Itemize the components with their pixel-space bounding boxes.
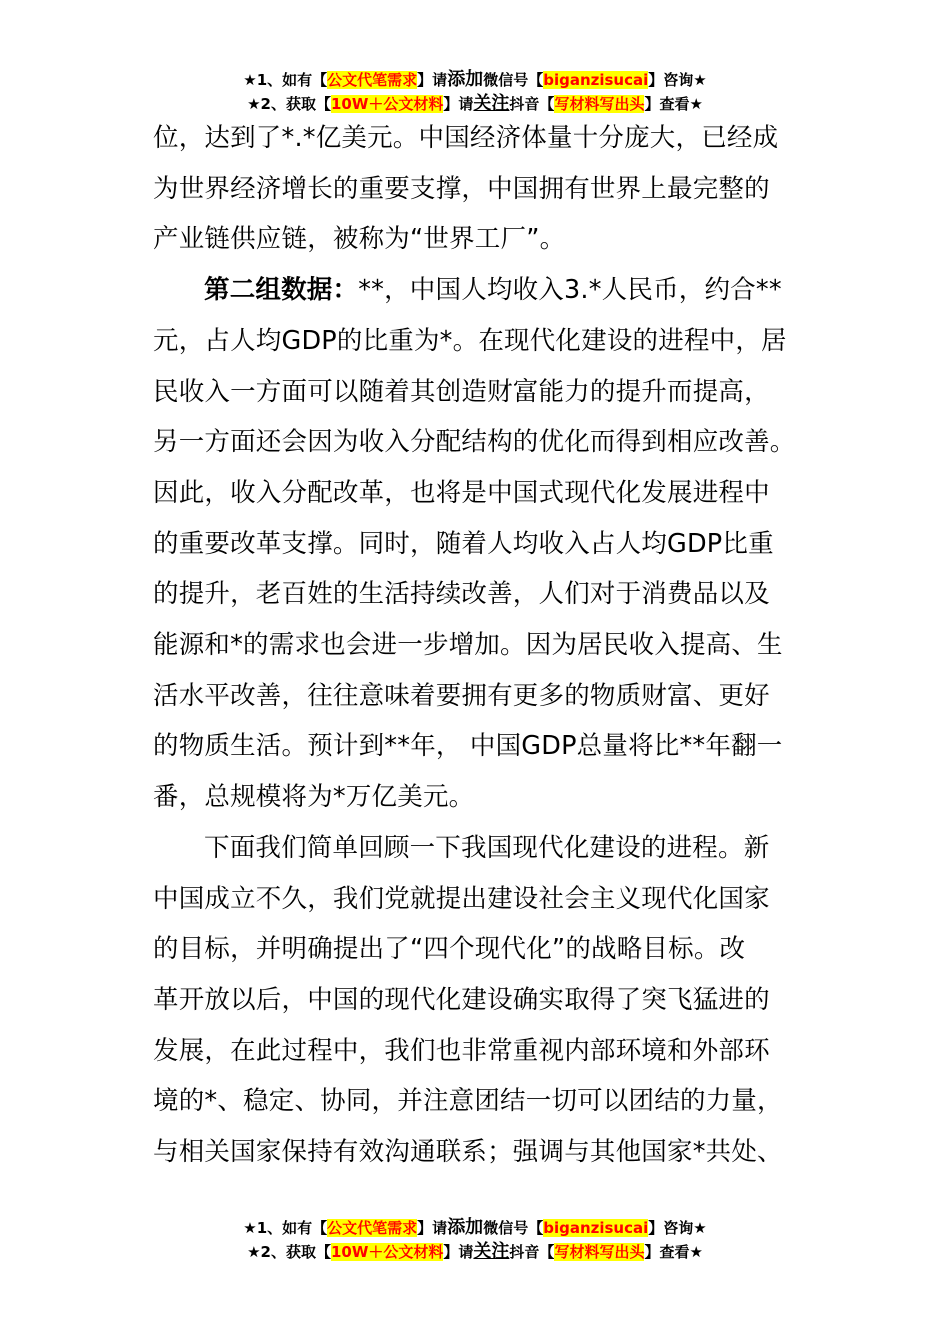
text-line: 下面我们简单回顾一下我国现代化建设的进程。新 xyxy=(204,832,770,863)
banner-text: ★1、如有【 xyxy=(243,71,328,89)
banner-highlight: 10W＋公文材料 xyxy=(330,1243,444,1261)
banner-text: 抖音【 xyxy=(509,95,555,113)
banner-text: 】咨询★ xyxy=(648,71,707,89)
section-label: 第二组数据： xyxy=(204,275,359,306)
text-line: 发展，在此过程中，我们也非常重视内部环境和外部环 xyxy=(153,1035,770,1066)
banner-text: ★1、如有【 xyxy=(243,1219,328,1237)
banner-highlight: 公文代笔需求 xyxy=(327,1219,418,1237)
text-line: 的提升，老百姓的生活持续改善，人们对于消费品以及 xyxy=(153,579,770,610)
banner-wechat-id: biganzisucai xyxy=(543,71,649,89)
text-line: 产业链供应链，被称为“世界工厂”。 xyxy=(153,224,566,255)
banner-highlight: 公文代笔需求 xyxy=(327,71,418,89)
banner-text: 】查看★ xyxy=(644,95,703,113)
banner-text: 】请 xyxy=(417,1219,448,1237)
banner-text: 微信号【 xyxy=(483,1219,544,1237)
banner-emphasis: 添加 xyxy=(447,69,484,90)
banner-text: 】查看★ xyxy=(644,1243,703,1261)
banner-douyin-id: 写材料写出头 xyxy=(554,95,645,113)
paragraph-3 xyxy=(153,823,813,1178)
banner-highlight: 10W＋公文材料 xyxy=(330,95,444,113)
text-line: 为世界经济增长的重要支撑，中国拥有世界上最完整的 xyxy=(153,173,770,204)
banner-douyin-id: 写材料写出头 xyxy=(554,1243,645,1261)
text-line xyxy=(153,265,813,316)
banner-text: 】请 xyxy=(417,71,448,89)
text-line: 民收入一方面可以随着其创造财富能力的提升而提高， xyxy=(153,376,770,407)
text-line: 的目标，并明确提出了“四个现代化”的战略目标。改 xyxy=(153,934,746,965)
banner-text: 抖音【 xyxy=(509,1243,555,1261)
banner-text: 】请 xyxy=(443,95,474,113)
text-span: **，中国人均收入3.*人民币，约合** xyxy=(358,275,782,306)
text-line: 另一方面还会因为收入分配结构的优化而得到相应改善。 xyxy=(153,427,796,458)
text-line: 能源和*的需求也会进一步增加。因为居民收入提高、生 xyxy=(153,630,783,661)
text-line: 因此，收入分配改革，也将是中国式现代化发展进程中 xyxy=(153,477,770,508)
footer-banner xyxy=(0,1216,950,1264)
text-line: 位，达到了*.*亿美元。中国经济体量十分庞大，已经成 xyxy=(153,123,779,153)
text-line: 与相关国家保持有效沟通联系；强调与其他国家*共处、 xyxy=(153,1137,783,1168)
banner-text: 】请 xyxy=(443,1243,474,1261)
text-line: 中国成立不久，我们党就提出建设社会主义现代化国家 xyxy=(153,883,770,914)
banner-wechat-id: biganzisucai xyxy=(543,1219,649,1237)
banner-emphasis: 关注 xyxy=(473,1241,510,1262)
text-line: 番，总规模将为*万亿美元。 xyxy=(153,782,475,813)
paragraph-1 xyxy=(153,113,813,265)
text-line: 的重要改革支撑。同时，随着人均收入占人均GDP比重 xyxy=(153,528,774,559)
text-line: 境的*、稳定、协同，并注意团结一切可以团结的力量， xyxy=(153,1086,783,1117)
banner-line-1 xyxy=(0,68,950,92)
banner-text: 微信号【 xyxy=(483,71,544,89)
banner-emphasis: 添加 xyxy=(447,1217,484,1238)
text-line: 的物质生活。预计到**年， 中国GDP总量将比**年翻一 xyxy=(153,731,783,762)
banner-line-2 xyxy=(0,1240,950,1264)
paragraph-2 xyxy=(153,265,813,823)
header-banner xyxy=(0,68,950,116)
banner-text: 】咨询★ xyxy=(648,1219,707,1237)
banner-line-1 xyxy=(0,1216,950,1240)
document-body xyxy=(153,113,813,1178)
text-line: 元，占人均GDP的比重为*。在现代化建设的进程中，居 xyxy=(153,325,787,356)
banner-text: ★2、获取【 xyxy=(247,95,331,113)
text-line: 革开放以后，中国的现代化建设确实取得了突飞猛进的 xyxy=(153,984,770,1015)
text-line: 活水平改善，往往意味着要拥有更多的物质财富、更好 xyxy=(153,680,770,711)
banner-emphasis: 关注 xyxy=(473,93,510,114)
banner-text: ★2、获取【 xyxy=(247,1243,331,1261)
